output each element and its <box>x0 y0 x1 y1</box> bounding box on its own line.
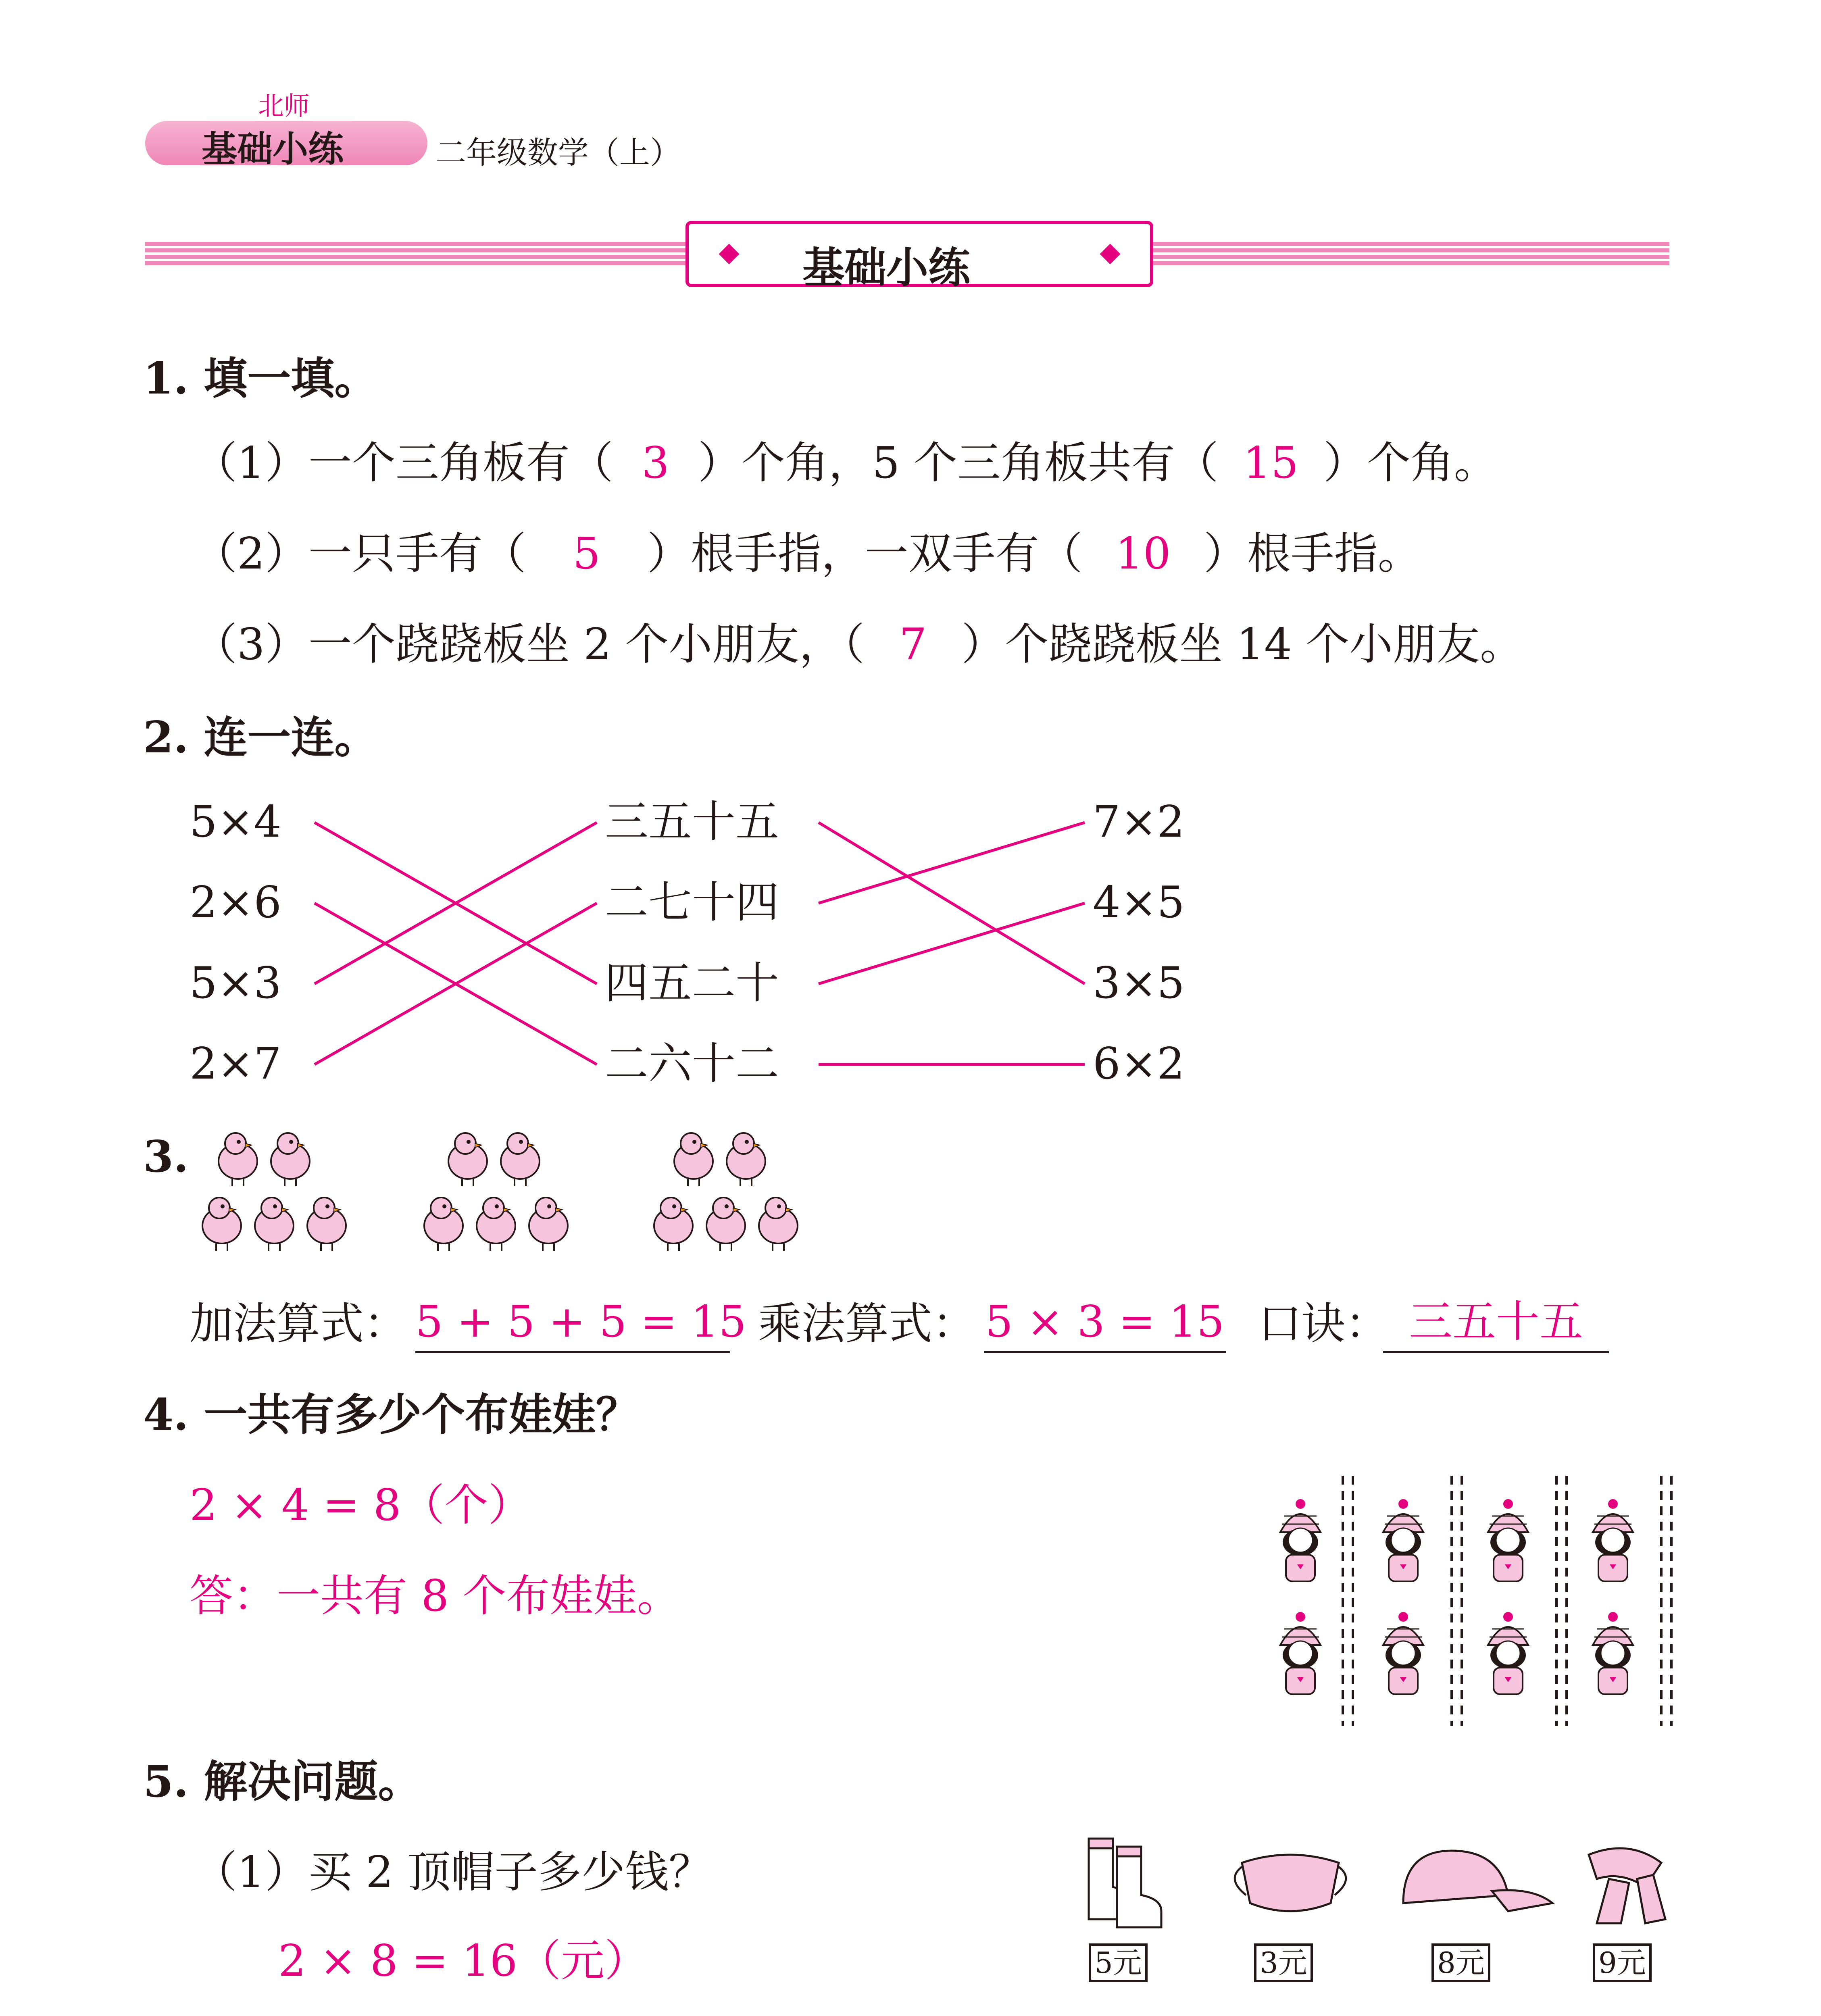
q1-item2-answer1: 5 <box>573 529 601 579</box>
q2-left-4: 2×7 <box>190 1039 281 1089</box>
q4-equation: 2 × 4 = 8（个） <box>190 1480 532 1531</box>
q3-rhyme-label: 口诀： <box>1258 1299 1389 1349</box>
q3-add-answer: 5 + 5 + 5 = 15 <box>415 1300 730 1353</box>
q1-item3-text: （3）一个跷跷板坐 2 个小朋友，（ 7 ）个跷跷板坐 14 个小朋友。 <box>194 619 1524 670</box>
q2-left-3: 5×3 <box>190 958 281 1008</box>
logo-publisher: 北师 <box>258 92 310 121</box>
price-tag-mask: 3元 <box>1254 1943 1313 1982</box>
q1-item2-answer2: 10 <box>1115 529 1171 579</box>
book-title: 二年级数学（上） <box>435 135 681 171</box>
logo-title: 基础小练 <box>202 128 344 170</box>
q2-left-1: 5×4 <box>190 797 281 847</box>
q4-answer: 答：一共有 8 个布娃娃。 <box>190 1571 681 1621</box>
q2-middle-2: 二七十四 <box>605 877 779 928</box>
price-tag-cap: 8元 <box>1431 1943 1490 1982</box>
q2-left-2: 2×6 <box>190 877 281 928</box>
q3-mul-answer: 5 × 3 = 15 <box>984 1300 1226 1353</box>
q1-item1-answer2: 15 <box>1243 438 1299 488</box>
q1-title: 1. 填一填。 <box>143 353 378 404</box>
price-tag-socks: 5元 <box>1089 1943 1148 1982</box>
q2-middle-3: 四五二十 <box>605 958 779 1008</box>
q2-middle-4: 二六十二 <box>605 1039 779 1089</box>
q5-sub1: （1）买 2 顶帽子多少钱？ <box>194 1847 713 1897</box>
price-tag-scarf: 9元 <box>1593 1943 1652 1982</box>
q2-right-1: 7×2 <box>1093 797 1185 847</box>
q2-right-3: 3×5 <box>1093 958 1185 1008</box>
q2-middle-1: 三五十五 <box>605 797 779 847</box>
q3-mul-label: 乘法算式： <box>758 1299 976 1349</box>
q2-right-4: 6×2 <box>1093 1039 1185 1089</box>
q1-item1-text: （1）一个三角板有（ 3 ）个角，5 个三角板共有（ 15 ）个角。 <box>194 438 1498 488</box>
q3-add-label: 加法算式： <box>190 1299 408 1349</box>
q1-item1-answer1: 3 <box>642 438 670 488</box>
q3-rhyme-answer: 三五十五 <box>1383 1300 1609 1353</box>
q2-title: 2. 连一连。 <box>143 712 378 763</box>
q3-number: 3. <box>143 1131 189 1182</box>
q5-title: 5. 解决问题。 <box>143 1756 422 1807</box>
q1-item3-answer1: 7 <box>899 619 927 670</box>
q4-title: 4. 一共有多少个布娃娃？ <box>143 1389 640 1440</box>
section-title: 基础小练 <box>802 243 971 292</box>
q1-item2-text: （2）一只手有（ 5 ）根手指，一双手有（ 10 ）根手指。 <box>194 529 1421 579</box>
q5-sub1-equation: 2 × 8 = 16（元） <box>278 1936 648 1986</box>
q2-right-2: 4×5 <box>1093 877 1185 928</box>
